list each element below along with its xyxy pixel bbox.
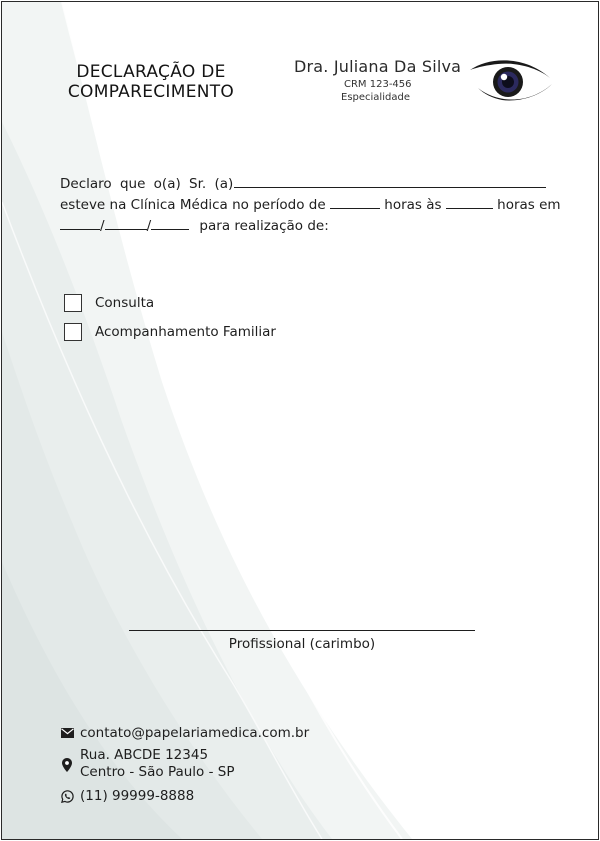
title-line-1: DECLARAÇÃO DE [76,62,226,82]
start-hour-field[interactable] [330,195,380,209]
map-pin-icon [62,758,72,772]
declaration-text-part3: horas às [384,197,442,213]
contact-phone [60,788,194,804]
address-line-1: Rua. ABCDE 12345 [80,747,209,763]
doctor-crm: CRM 123-456 [344,79,412,90]
end-hour-field[interactable] [446,195,493,209]
month-field[interactable] [105,216,147,230]
declaration-text-part1: Declaro que o(a) Sr. (a) [60,176,234,192]
doctor-name: Dra. Juliana Da Silva [294,57,462,76]
contact-email [60,725,309,741]
contact-address [60,747,234,781]
whatsapp-icon [61,790,74,803]
day-field[interactable] [60,216,100,230]
declaration-text-part4: horas em [497,197,561,213]
signature-line[interactable] [129,630,475,631]
patient-name-field[interactable] [234,174,546,188]
document-title [64,62,238,102]
option-acompanhamento[interactable] [64,323,276,341]
envelope-icon [61,728,74,738]
document-page [1,1,599,840]
eye-logo-icon [468,58,554,106]
option-label: Consulta [95,295,155,311]
title-line-2: COMPARECIMENTO [67,82,235,102]
background-decoration [2,2,598,839]
option-label: Acompanhamento Familiar [95,324,276,340]
checkbox-acompanhamento[interactable] [64,323,82,341]
date-separator: / [100,218,105,234]
year-field[interactable] [151,216,189,230]
declaration-text-part5: para realização de: [199,218,329,234]
doctor-specialty: Especialidade [341,92,410,103]
declaration-text-part2: esteve na Clínica Médica no período de [60,197,326,213]
signature-label: Profissional (carimbo) [228,636,376,652]
checkbox-consulta[interactable] [64,294,82,312]
declaration-text [60,174,561,237]
option-consulta[interactable] [64,294,154,312]
date-separator: / [146,218,152,234]
email-text: contato@papelariamedica.com.br [80,725,310,741]
address-line-2: Centro - São Paulo - SP [80,764,235,780]
phone-text: (11) 99999-8888 [80,788,195,804]
